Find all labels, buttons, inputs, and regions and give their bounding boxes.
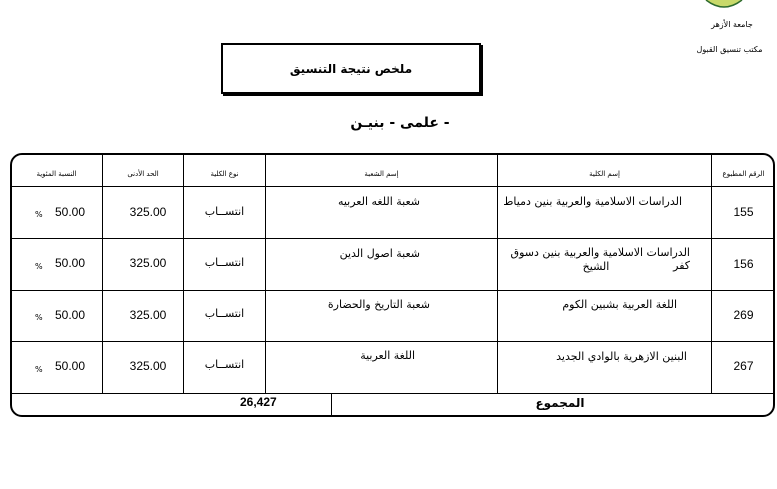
- column-header-percent: النسبة المئوية: [36, 170, 77, 178]
- total-value: 26,427: [240, 395, 277, 409]
- column-header-branch: إسم الشعبة: [364, 170, 399, 178]
- grid-divider: [10, 186, 775, 187]
- total-label: المجموع: [535, 396, 585, 410]
- page-title: ملخص نتيجة التنسيق: [221, 43, 481, 94]
- university-emblem-icon: [704, 0, 744, 10]
- office-name: مكتب تنسيق القبول: [696, 45, 763, 54]
- row-college: الدراسات الاسلامية والعربية بنين دسوق كفر: [510, 246, 690, 272]
- column-header-college: إسم الكلية: [589, 170, 620, 178]
- grid-divider: [10, 341, 775, 342]
- grid-divider: [10, 393, 775, 394]
- row-college-line2: الشيخ: [582, 260, 610, 273]
- row-college: البنين الازهرية بالوادي الجديد: [556, 350, 687, 363]
- column-header-min-score: الحد الأدنى: [127, 170, 159, 178]
- row-min-score: 325.00: [129, 256, 167, 270]
- row-seq: 269: [733, 308, 754, 322]
- row-branch: شعبة اللغه العربيه: [337, 195, 420, 208]
- grid-divider: [10, 290, 775, 291]
- row-percent: 50.00: [54, 308, 86, 322]
- row-seq: 155: [733, 205, 754, 219]
- grid-divider: [10, 238, 775, 239]
- grid-divider: [265, 153, 266, 393]
- row-branch: شعبة التاريخ والحضارة: [327, 298, 430, 311]
- row-college: اللغة العربية بشبين الكوم: [562, 298, 677, 311]
- column-header-type: نوع الكلية: [210, 170, 239, 178]
- row-seq: 267: [733, 359, 754, 373]
- row-percent-sign: %: [35, 262, 43, 271]
- row-percent-sign: %: [35, 313, 43, 322]
- row-min-score: 325.00: [129, 308, 167, 322]
- row-type: انتســاب: [204, 307, 245, 320]
- row-percent: 50.00: [54, 359, 86, 373]
- university-name: جامعة الأزهر: [711, 20, 753, 29]
- grid-divider: [183, 153, 184, 393]
- row-seq: 156: [733, 257, 754, 271]
- university-logo-block: [662, 0, 777, 62]
- row-branch: اللغة العربية: [360, 349, 415, 362]
- row-branch: شعبة اصول الدين: [339, 247, 420, 260]
- row-type: انتســاب: [204, 205, 245, 218]
- row-type: انتســاب: [204, 256, 245, 269]
- row-percent-sign: %: [35, 365, 43, 374]
- column-header-seq: الرقم المطبوع: [722, 170, 765, 178]
- grid-divider: [497, 153, 498, 393]
- results-table: [10, 153, 775, 417]
- row-percent-sign: %: [35, 210, 43, 219]
- grid-divider: [331, 393, 332, 417]
- grid-divider: [102, 153, 103, 393]
- row-type: انتســاب: [204, 358, 245, 371]
- row-min-score: 325.00: [129, 359, 167, 373]
- row-percent: 50.00: [54, 256, 86, 270]
- row-min-score: 325.00: [129, 205, 167, 219]
- page-subtitle: - علمى - بنيـن: [350, 115, 450, 131]
- row-college: الدراسات الاسلامية والعربية بنين دمياط: [503, 195, 682, 208]
- grid-divider: [711, 153, 712, 393]
- row-percent: 50.00: [54, 205, 86, 219]
